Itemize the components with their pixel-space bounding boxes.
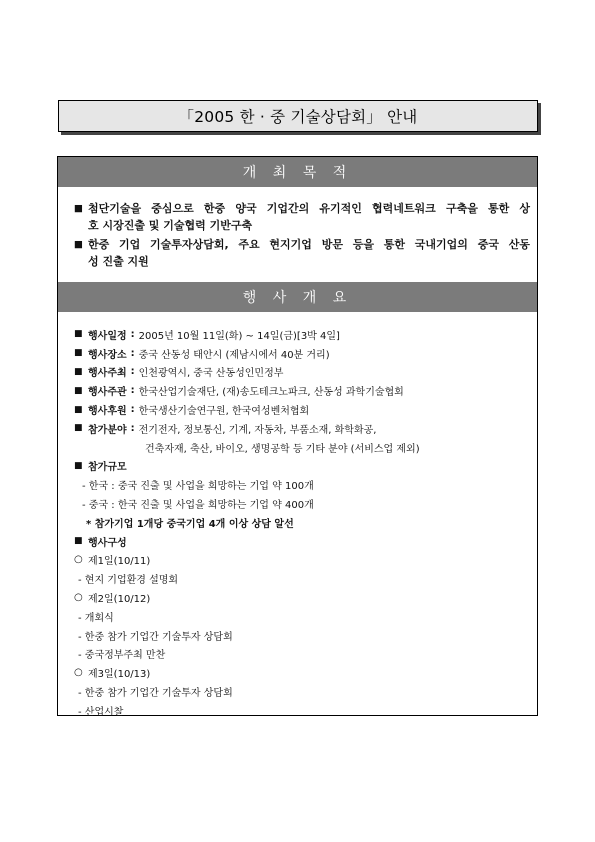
day-label: 제1일(10/11) (88, 556, 151, 568)
circle-bullet-icon: ○ (74, 592, 83, 604)
purpose-item-line: 첨단기술을 중심으로 한중 양국 기업간의 유기적인 협력네트워크 구축을 통한 상 (88, 202, 530, 215)
composition-day (74, 588, 530, 607)
overview-row: ■ 행사장소 : 중국 산동성 태안시 (제남시에서 40분 거리) (74, 347, 330, 361)
overview-row: ■ 행사주최 : 인천광역시, 중국 산동성인민정부 (74, 366, 284, 380)
purpose-item (74, 201, 530, 234)
row-label: 행사주관 (88, 387, 127, 399)
composition-item (74, 569, 530, 588)
row-label: 행사장소 (88, 349, 127, 361)
square-bullet-icon: ■ (74, 329, 83, 340)
overview-row: ■ 행사일정 : 2005년 10월 11일(화) ~ 14일(금)[3박 4일] (74, 328, 340, 342)
overview-row: ■ 참가분야 : 전기전자, 정보통신, 기계, 자동차, 부품소재, 화학화공, (74, 422, 377, 436)
overview-header: 행 사 개 요 (58, 282, 537, 312)
composition-heading (74, 532, 530, 551)
scale-heading (74, 457, 530, 476)
square-bullet-icon: ■ (74, 423, 83, 434)
page-title: 「2005 한 · 중 기술상담회」 안내 (58, 100, 538, 132)
content-frame (57, 156, 538, 716)
composition-day (74, 551, 530, 570)
square-bullet-icon: ■ (74, 460, 83, 471)
scale-note-text: * 참가기업 1개당 중국기업 4개 이상 상담 알선 (86, 518, 294, 530)
square-bullet-icon: ■ (74, 366, 83, 377)
composition-day (74, 663, 530, 682)
overview-row: ■ 행사주관 : 한국산업기술재단, (재)송도테크노파크, 산동성 과학기술협회 (74, 385, 404, 399)
scale-note (74, 513, 530, 532)
composition-item (74, 645, 530, 664)
day-item: - 중국정부주최 만찬 (78, 650, 166, 662)
square-bullet-icon: ■ (74, 404, 83, 415)
row-label: 참가분야 (88, 424, 127, 436)
purpose-header: 개 최 목 적 (58, 157, 537, 187)
square-bullet-icon: ■ (74, 536, 83, 547)
row-value: 중국 산동성 태안시 (제남시에서 40분 거리) (138, 349, 330, 361)
scale-item (74, 494, 530, 513)
circle-bullet-icon: ○ (74, 667, 83, 679)
row-label: 행사후원 (88, 406, 127, 418)
row-value: 한국생산기술연구원, 한국여성벤처협회 (138, 406, 310, 418)
overview-row: ■ 행사후원 : 한국생산기술연구원, 한국여성벤처협회 (74, 404, 310, 418)
purpose-list (74, 201, 530, 273)
composition-item (74, 701, 530, 720)
circle-bullet-icon: ○ (74, 554, 83, 566)
scale-label: 참가규모 (88, 462, 127, 474)
row-value: 한국산업기술재단, (재)송도테크노파크, 산동성 과학기술협회 (138, 387, 404, 399)
day-item: - 현지 기업환경 설명회 (78, 575, 179, 587)
row-value: 전기전자, 정보통신, 기계, 자동차, 부품소재, 화학화공, (138, 424, 377, 436)
square-bullet-icon: ■ (74, 348, 83, 359)
composition-item (74, 626, 530, 645)
row-label: 행사일정 (88, 330, 127, 342)
day-item: - 한중 참가 기업간 기술투자 상담회 (78, 688, 233, 700)
row-value: 건축자재, 축산, 바이오, 생명공학 등 기타 분야 (서비스업 제외) (145, 443, 420, 455)
purpose-item-line: 성 진출 지원 (88, 254, 149, 268)
scale-item (74, 475, 530, 494)
row-label: 행사주최 (88, 368, 127, 380)
scale-china: - 중국 : 한국 진출 및 사업을 희망하는 기업 약 400개 (82, 500, 314, 512)
day-item: - 산업시찰 (78, 706, 124, 718)
overview-list (74, 325, 530, 720)
purpose-item (74, 237, 530, 270)
purpose-item-line: 호 시장진출 및 기술협력 기반구축 (88, 218, 253, 232)
day-label: 제3일(10/13) (88, 669, 151, 681)
day-label: 제2일(10/12) (88, 594, 151, 606)
scale-korea: - 한국 : 중국 진출 및 사업을 희망하는 기업 약 100개 (82, 481, 314, 493)
row-value: 인천광역시, 중국 산동성인민정부 (138, 368, 284, 380)
day-item: - 한중 참가 기업간 기술투자 상담회 (78, 631, 233, 643)
square-bullet-icon: ■ (74, 239, 83, 250)
day-item: - 개회식 (78, 612, 114, 624)
composition-item (74, 607, 530, 626)
composition-label: 행사구성 (88, 537, 127, 549)
square-bullet-icon: ■ (74, 385, 83, 396)
row-value: 2005년 10월 11일(화) ~ 14일(금)[3박 4일] (138, 330, 340, 342)
square-bullet-icon: ■ (74, 203, 83, 214)
composition-item (74, 682, 530, 701)
purpose-item-line: 한중 기업 기술투자상담회, 주요 현지기업 방문 등을 통한 국내기업의 중국 산동 (88, 238, 530, 251)
overview-row-continuation (74, 438, 530, 457)
